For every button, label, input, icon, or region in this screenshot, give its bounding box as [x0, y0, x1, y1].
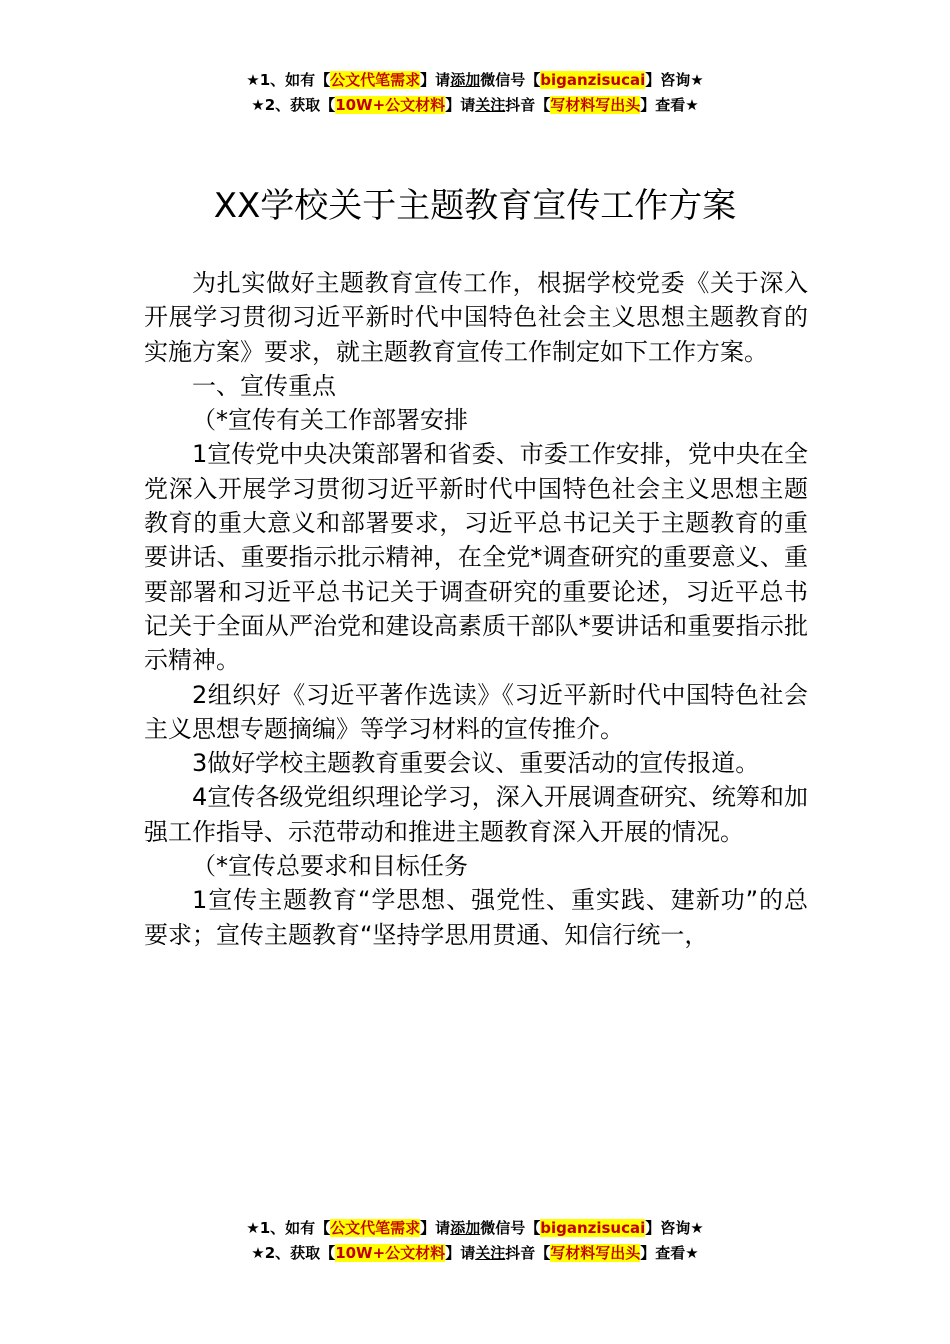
sub-heading: （*宣传总要求和目标任务 — [192, 852, 468, 881]
paragraph: 1宣传主题教育“学思想、强党性、重实践、建新功”的总要求；宣传主题教育“坚持学思用贯通、知信行统一， — [144, 886, 808, 949]
footer-banner — [0, 1216, 950, 1266]
document-title: XX学校关于主题教育宣传工作方案 — [213, 186, 737, 226]
paragraph: 3做好学校主题教育重要会议、重要活动的宣传报道。 — [192, 749, 760, 778]
paragraph: 为扎实做好主题教育宣传工作，根据学校党委《关于深入开展学习贯彻习近平新时代中国特色社会主义思想主题教育的实施方案》要求，就主题教育宣传工作制定如下工作方案。 — [144, 269, 808, 366]
paragraph: 1宣传党中央决策部署和省委、市委工作安排，党中央在全党深入开展学习贯彻习近平新时代中国特色社会主义思想主题教育的重大意义和部署要求，习近平总书记关于主题教育的重要讲话、重要指示批示精神，在全党*调查研究的重要意义、重要部署和习近平总书记关于调查研究的重要论述，习近平总书记关于全面从严治党和建设高素质干部队*要讲话和重要指示批示精神。 — [144, 440, 808, 675]
paragraph: 4宣传各级党组织理论学习，深入开展调查研究、统筹和加强工作指导、示范带动和推进主题教育深入开展的情况。 — [144, 783, 808, 846]
section-heading: 一、宣传重点 — [192, 371, 336, 400]
header-banner — [0, 68, 950, 118]
document-body — [144, 266, 808, 952]
banner-line-1: ★1、如有【公文代笔需求】请添加微信号【biganzisucai】咨询★ — [246, 71, 704, 89]
sub-heading: （*宣传有关工作部署安排 — [192, 406, 468, 435]
banner-line-2: ★2、获取【10W+公文材料】请关注抖音【写材料写出头】查看★ — [251, 1244, 699, 1262]
banner-line-1: ★1、如有【公文代笔需求】请添加微信号【biganzisucai】咨询★ — [246, 1219, 704, 1237]
paragraph: 2组织好《习近平著作选读》《习近平新时代中国特色社会主义思想专题摘编》等学习材料的宣传推介。 — [144, 680, 808, 743]
banner-line-2: ★2、获取【10W+公文材料】请关注抖音【写材料写出头】查看★ — [251, 96, 699, 114]
